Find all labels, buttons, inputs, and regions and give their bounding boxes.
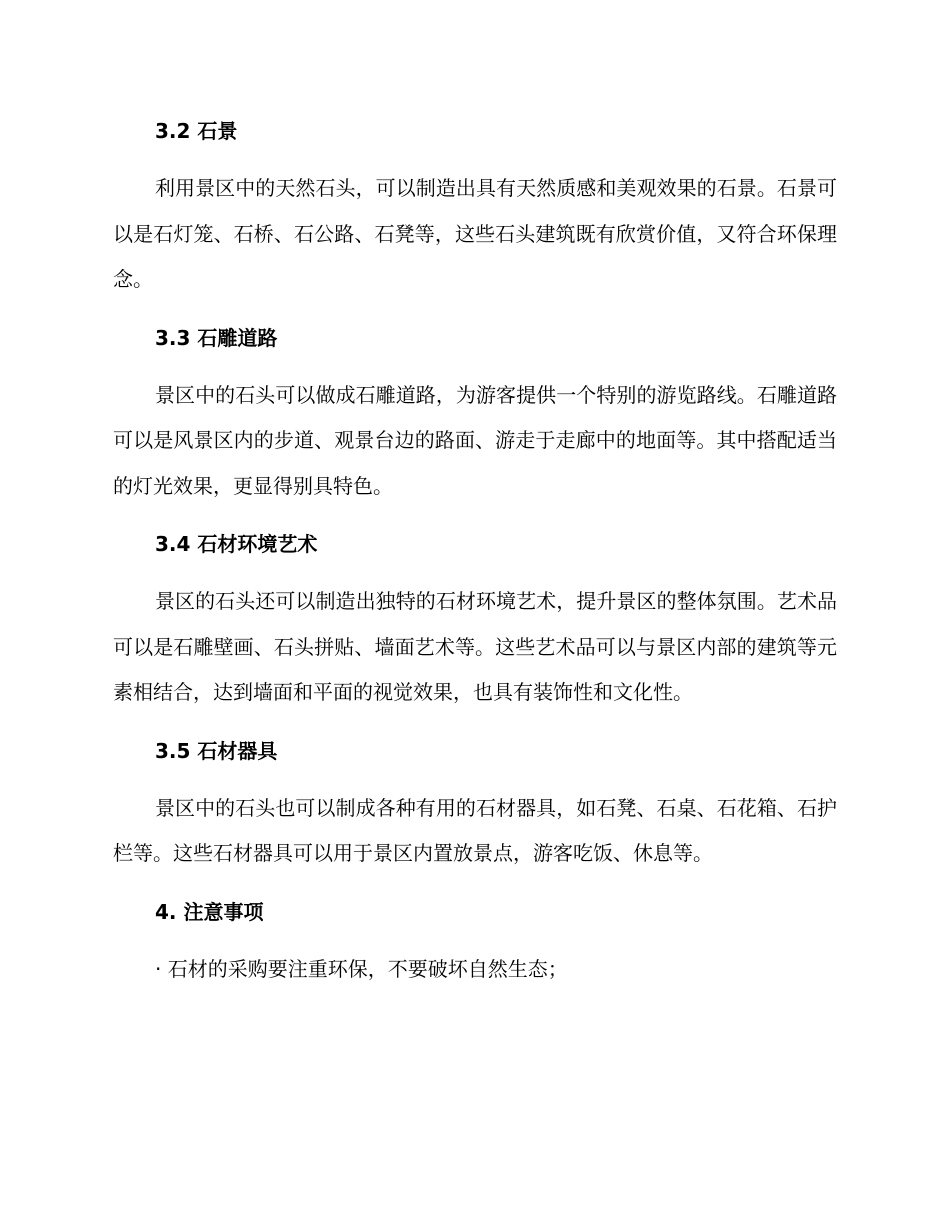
bullet-item-environmental-procurement: · 石材的采购要注重环保，不要破坏自然生态； [155, 956, 568, 981]
section-heading-3-4: 3.4 石材环境艺术 [155, 532, 318, 556]
section-heading-4: 4. 注意事项 [155, 899, 264, 924]
section-heading-3-5: 3.5 石材器具 [155, 738, 278, 763]
section-heading-3-3: 3.3 石雕道路 [155, 325, 278, 350]
section-paragraph-3-3: 景区中的石头可以做成石雕道路，为游客提供一个特别的游览路线。石雕道路可以是风景区内的步道、观景台边的路面、游走于走廊中的地面等。其中搭配适当的灯光效果，更显得别具特色。 [113, 382, 837, 498]
document-content [113, 108, 837, 992]
section-heading-3-2: 3.2 石景 [155, 119, 238, 143]
section-paragraph-3-2: 利用景区中的天然石头，可以制造出具有天然质感和美观效果的石景。石景可以是石灯笼、石桥、石公路、石凳等，这些石头建筑既有欣赏价值，又符合环保理念。 [113, 176, 837, 291]
section-paragraph-3-4: 景区的石头还可以制造出独特的石材环境艺术，提升景区的整体氛围。艺术品可以是石雕壁画、石头拼贴、墙面艺术等。这些艺术品可以与景区内部的建筑等元素相结合，达到墙面和平面的视觉效果，也具有装饰性和文化性。 [113, 589, 837, 704]
section-paragraph-3-5: 景区中的石头也可以制成各种有用的石材器具，如石凳、石桌、石花箱、石护栏等。这些石材器具可以用于景区内置放景点，游客吃饭、休息等。 [113, 795, 837, 865]
